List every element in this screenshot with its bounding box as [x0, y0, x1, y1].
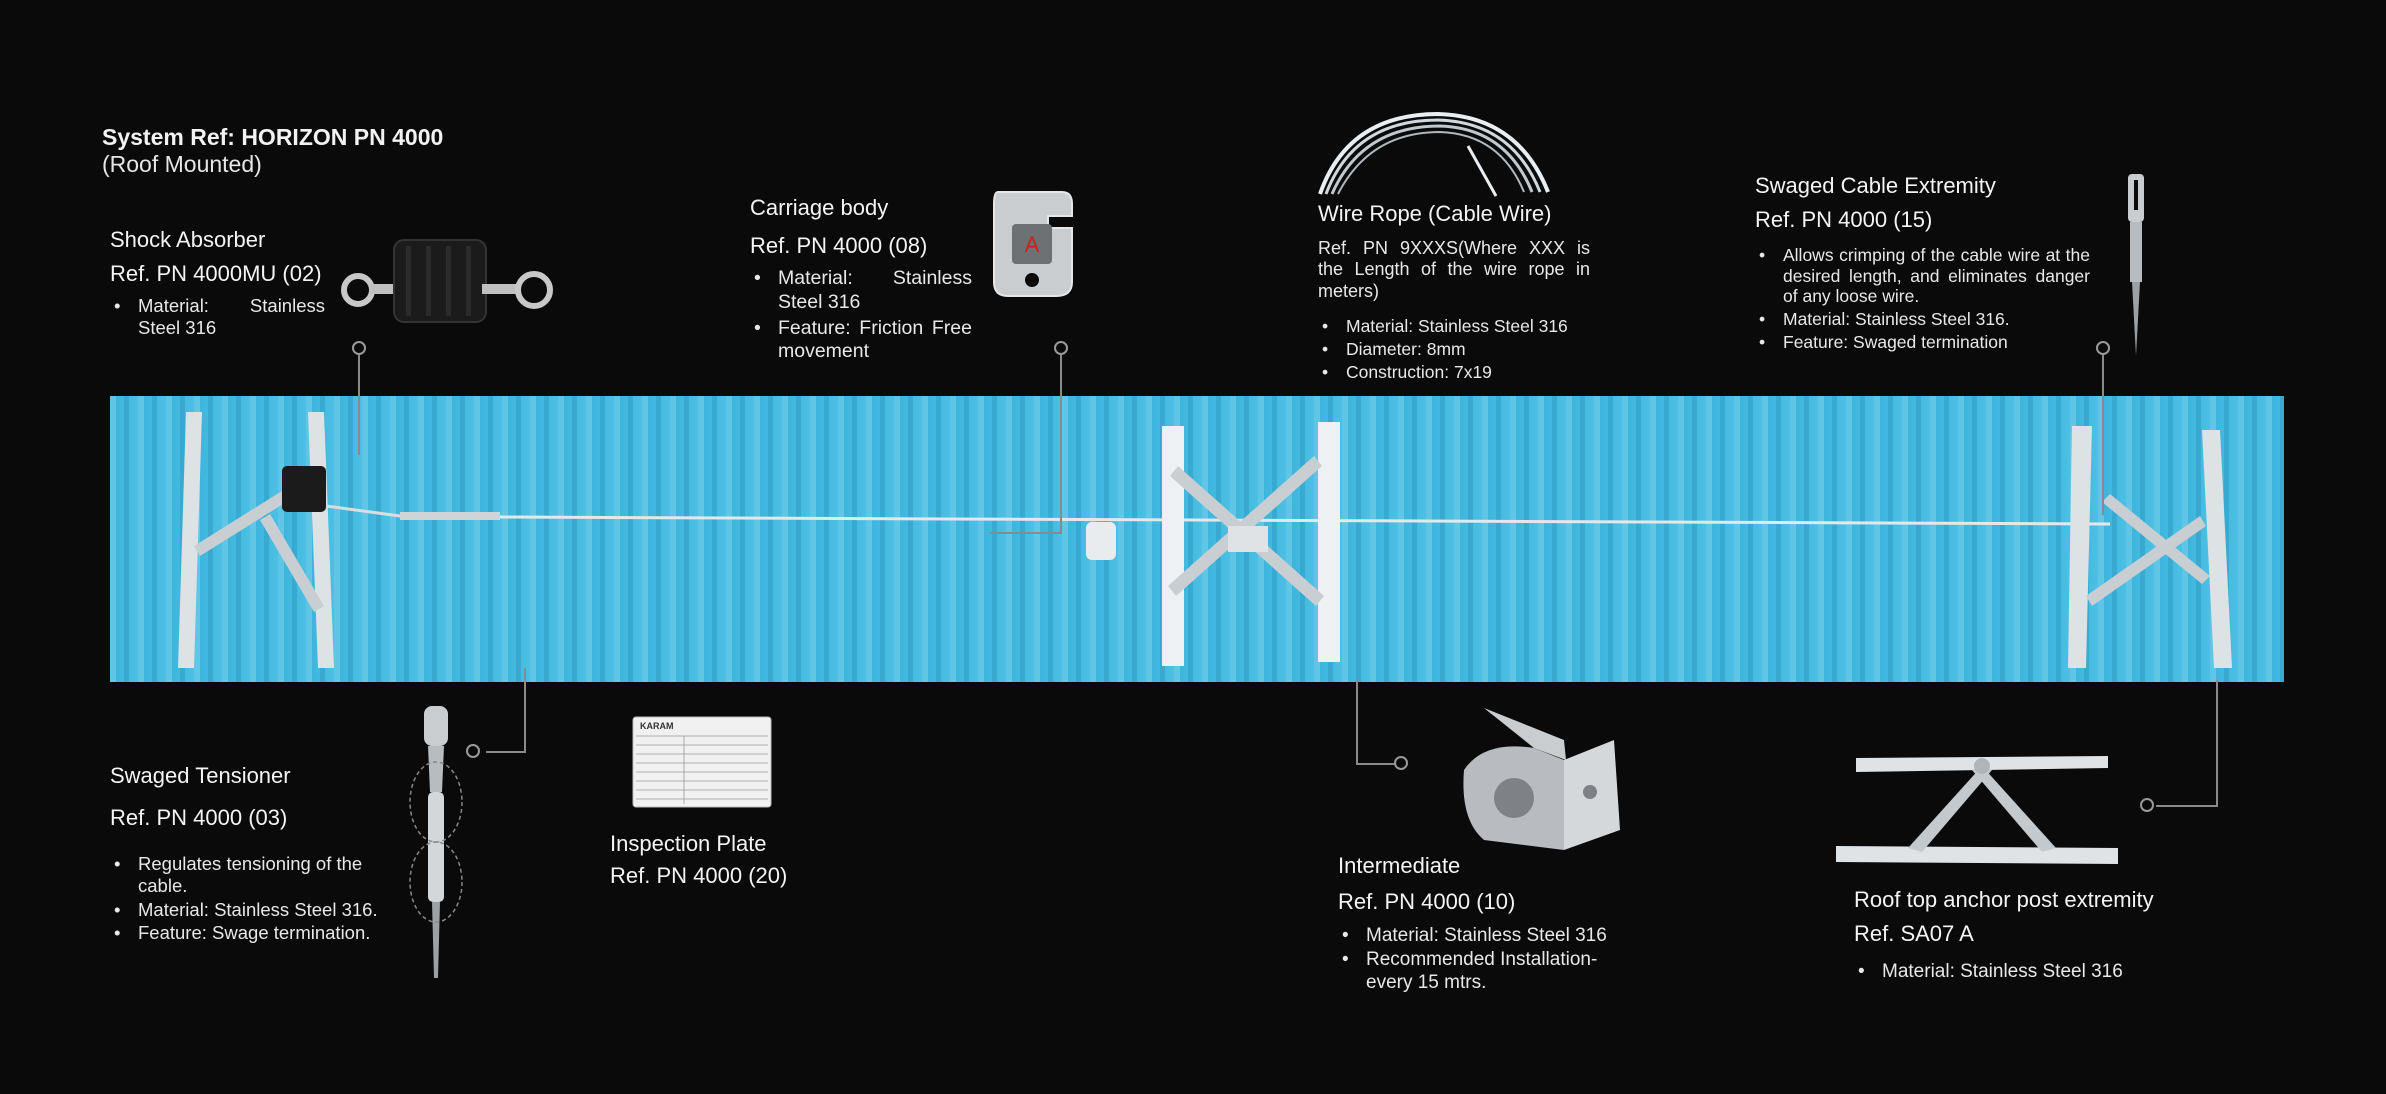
- spec-item: • Allows crimping of the cable wire at the desired length, and eliminates danger of any loose wire.: [1755, 245, 2090, 307]
- shock-absorber-specs: [110, 295, 325, 339]
- roof-anchor-image: [1832, 748, 2122, 870]
- spec-item: • Diameter: 8mm: [1318, 339, 1590, 360]
- roof-anchor-specs: [1854, 961, 2184, 983]
- carriage-body-specs: [750, 267, 972, 364]
- intermediate-name: Intermediate: [1338, 853, 1461, 878]
- swaged-tensioner-ref: Ref. PN 4000 (03): [110, 804, 288, 830]
- leader-line: [524, 668, 526, 752]
- leader-line: [2156, 805, 2218, 807]
- spec-item: • Regulates tensioning of the cable.: [110, 853, 410, 897]
- leader-line: [1356, 680, 1358, 764]
- spec-item: • Feature: Swage termination.: [110, 922, 410, 944]
- wire-rope-specs: [1318, 316, 1590, 382]
- carriage-body-ref: Ref. PN 4000 (08): [750, 232, 928, 258]
- carriage-body-name: Carriage body: [750, 195, 889, 220]
- inspection-plate-brand: KARAM: [640, 721, 674, 731]
- swaged-tensioner-name: Swaged Tensioner: [110, 763, 291, 788]
- inspection-plate-name: Inspection Plate: [610, 831, 767, 856]
- swaged-tensioner-specs: [110, 853, 410, 944]
- carriage-on-cable: [1086, 522, 1116, 560]
- spec-item: • Material: Stainless Steel 316.: [110, 899, 410, 921]
- swaged-extremity-name: Swaged Cable Extremity: [1755, 173, 1996, 198]
- tensioner-body: [400, 512, 500, 520]
- system-subtitle: (Roof Mounted): [102, 151, 262, 177]
- swaged-extremity-callout: [1755, 172, 2090, 354]
- leader-line: [990, 532, 1062, 534]
- leader-dot-intermediate: [1394, 756, 1408, 770]
- spec-item: • Feature: Friction Free movement: [750, 317, 972, 365]
- shock-absorber-ref: Ref. PN 4000MU (02): [110, 260, 322, 286]
- wire-rope-ref: Ref. PN 9XXXS(Where XXX is the Length of the wire rope in meters): [1318, 237, 1590, 301]
- roof-anchor-ref: Ref. SA07 A: [1854, 920, 1974, 946]
- leader-dot-shock-absorber: [352, 341, 366, 355]
- swaged-extremity-ref: Ref. PN 4000 (15): [1755, 206, 1933, 232]
- leader-line: [1356, 763, 1396, 765]
- shock-absorber-callout: [110, 226, 325, 341]
- spec-item: • Construction: 7x19: [1318, 362, 1590, 383]
- system-title: System Ref: HORIZON PN 4000: [102, 124, 444, 150]
- leader-line: [358, 355, 360, 455]
- leader-line: [2102, 355, 2104, 515]
- spec-item: • Material: Stainless Steel 316: [110, 295, 325, 339]
- shock-absorber-mount: [282, 466, 326, 512]
- inspection-plate-callout: [610, 830, 850, 889]
- intermediate-bracket-image: [1454, 700, 1624, 860]
- wire-rope-name: Wire Rope (Cable Wire): [1318, 201, 1552, 226]
- leader-dot-carriage: [1054, 341, 1068, 355]
- leader-line: [486, 751, 526, 753]
- spec-item: • Material: Stainless Steel 316: [1338, 925, 1638, 947]
- leader-dot-swaged-extremity: [2096, 341, 2110, 355]
- inspection-plate-image: [632, 716, 772, 808]
- swaged-tensioner-image: [408, 702, 464, 982]
- carriage-body-image: [990, 188, 1074, 300]
- leader-dot-tensioner: [466, 744, 480, 758]
- wire-rope-coil-image: [1318, 106, 1558, 198]
- spec-item: • Material: Stainless Steel 316: [1854, 961, 2184, 983]
- roof-anchor-callout: [1854, 886, 2184, 985]
- spec-item: • Material: Stainless Steel 316: [750, 267, 972, 315]
- carriage-body-callout: [750, 194, 972, 366]
- shock-absorber-image: [336, 232, 562, 328]
- leader-line: [1060, 355, 1062, 533]
- shock-absorber-name: Shock Absorber: [110, 227, 266, 252]
- swaged-tensioner-callout: [110, 762, 410, 946]
- leader-line: [2216, 680, 2218, 806]
- inspection-plate-ref: Ref. PN 4000 (20): [610, 862, 788, 888]
- intermediate-ref: Ref. PN 4000 (10): [1338, 888, 1516, 914]
- roof-anchor-name: Roof top anchor post extremity: [1854, 887, 2154, 912]
- spec-item: • Material: Stainless Steel 316.: [1755, 309, 2090, 330]
- spec-item: • Material: Stainless Steel 316: [1318, 316, 1590, 337]
- wire-rope-callout: [1318, 200, 1590, 384]
- spec-item: • Feature: Swaged termination: [1755, 332, 2090, 353]
- intermediate-callout: [1338, 852, 1638, 996]
- roof-panel-diagram: [110, 396, 2284, 682]
- spec-item: • Recommended Installation- every 15 mtrs.: [1338, 949, 1638, 994]
- carriage-logo: A: [1024, 232, 1040, 257]
- intermediate-specs: [1338, 925, 1638, 994]
- leader-dot-roof-anchor: [2140, 798, 2154, 812]
- swaged-extremity-image: [2120, 170, 2152, 360]
- swaged-extremity-specs: [1755, 245, 2090, 352]
- system-header: [102, 124, 443, 178]
